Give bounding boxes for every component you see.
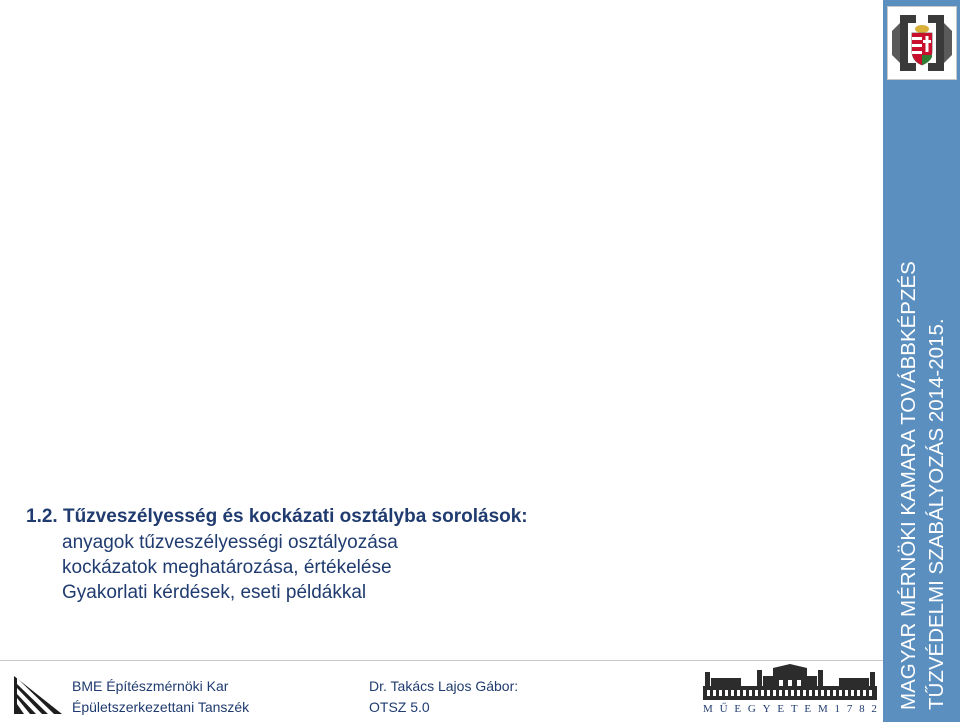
- wordmark-letter: Ű: [719, 703, 728, 715]
- bullet-list: [26, 530, 866, 605]
- hungarian-coat-of-arms-icon: [890, 9, 954, 77]
- university-building-icon: [703, 664, 877, 702]
- footer-author: [369, 676, 518, 718]
- footer-faculty: BME Építészmérnöki Kar: [72, 678, 229, 694]
- bullet-item: anyagok tűzveszélyességi osztályozása: [62, 532, 398, 553]
- footer-department: Épületszerkezettani Tanszék: [72, 699, 250, 715]
- wordmark-letter: E: [804, 703, 812, 715]
- wordmark-letter: 7: [846, 703, 853, 715]
- slide-title: 1.2. Tűzveszélyesség és kockázati osztályba sorolások:: [26, 506, 528, 527]
- bme-logo-icon: [14, 666, 64, 716]
- wordmark-letter: T: [790, 703, 798, 715]
- wordmark-letter: 1: [834, 703, 841, 715]
- chamber-logo: [887, 6, 957, 80]
- bullet-item: Gyakorlati kérdések, eseti példákkal: [62, 582, 367, 603]
- footer-author-name: Dr. Takács Lajos Gábor:: [369, 678, 519, 694]
- wordmark-letter: E: [734, 703, 742, 715]
- footer-divider: [0, 660, 883, 661]
- side-banner-line2: TŰZVÉDELMI SZABÁLYOZÁS 2014-2015.: [925, 318, 948, 710]
- wordmark-letter: M: [817, 703, 828, 715]
- wordmark-letter: M: [703, 703, 713, 715]
- wordmark-letter: 8: [859, 703, 865, 715]
- slide-content: [26, 504, 866, 605]
- bullet-item: kockázatok meghatározása, értékelése: [62, 557, 392, 578]
- muegyetem-wordmark: [703, 702, 877, 716]
- side-banner-text: [895, 261, 955, 710]
- footer-institution: [72, 676, 249, 718]
- side-banner-line1: MAGYAR MÉRNÖKI KAMARA TOVÁBBKÉPZÉS: [897, 261, 920, 710]
- wordmark-letter: Y: [762, 703, 771, 715]
- wordmark-letter: E: [777, 703, 785, 715]
- wordmark-letter: G: [747, 703, 756, 715]
- wordmark-letter: 2: [871, 703, 877, 715]
- footer-topic: OTSZ 5.0: [369, 699, 430, 715]
